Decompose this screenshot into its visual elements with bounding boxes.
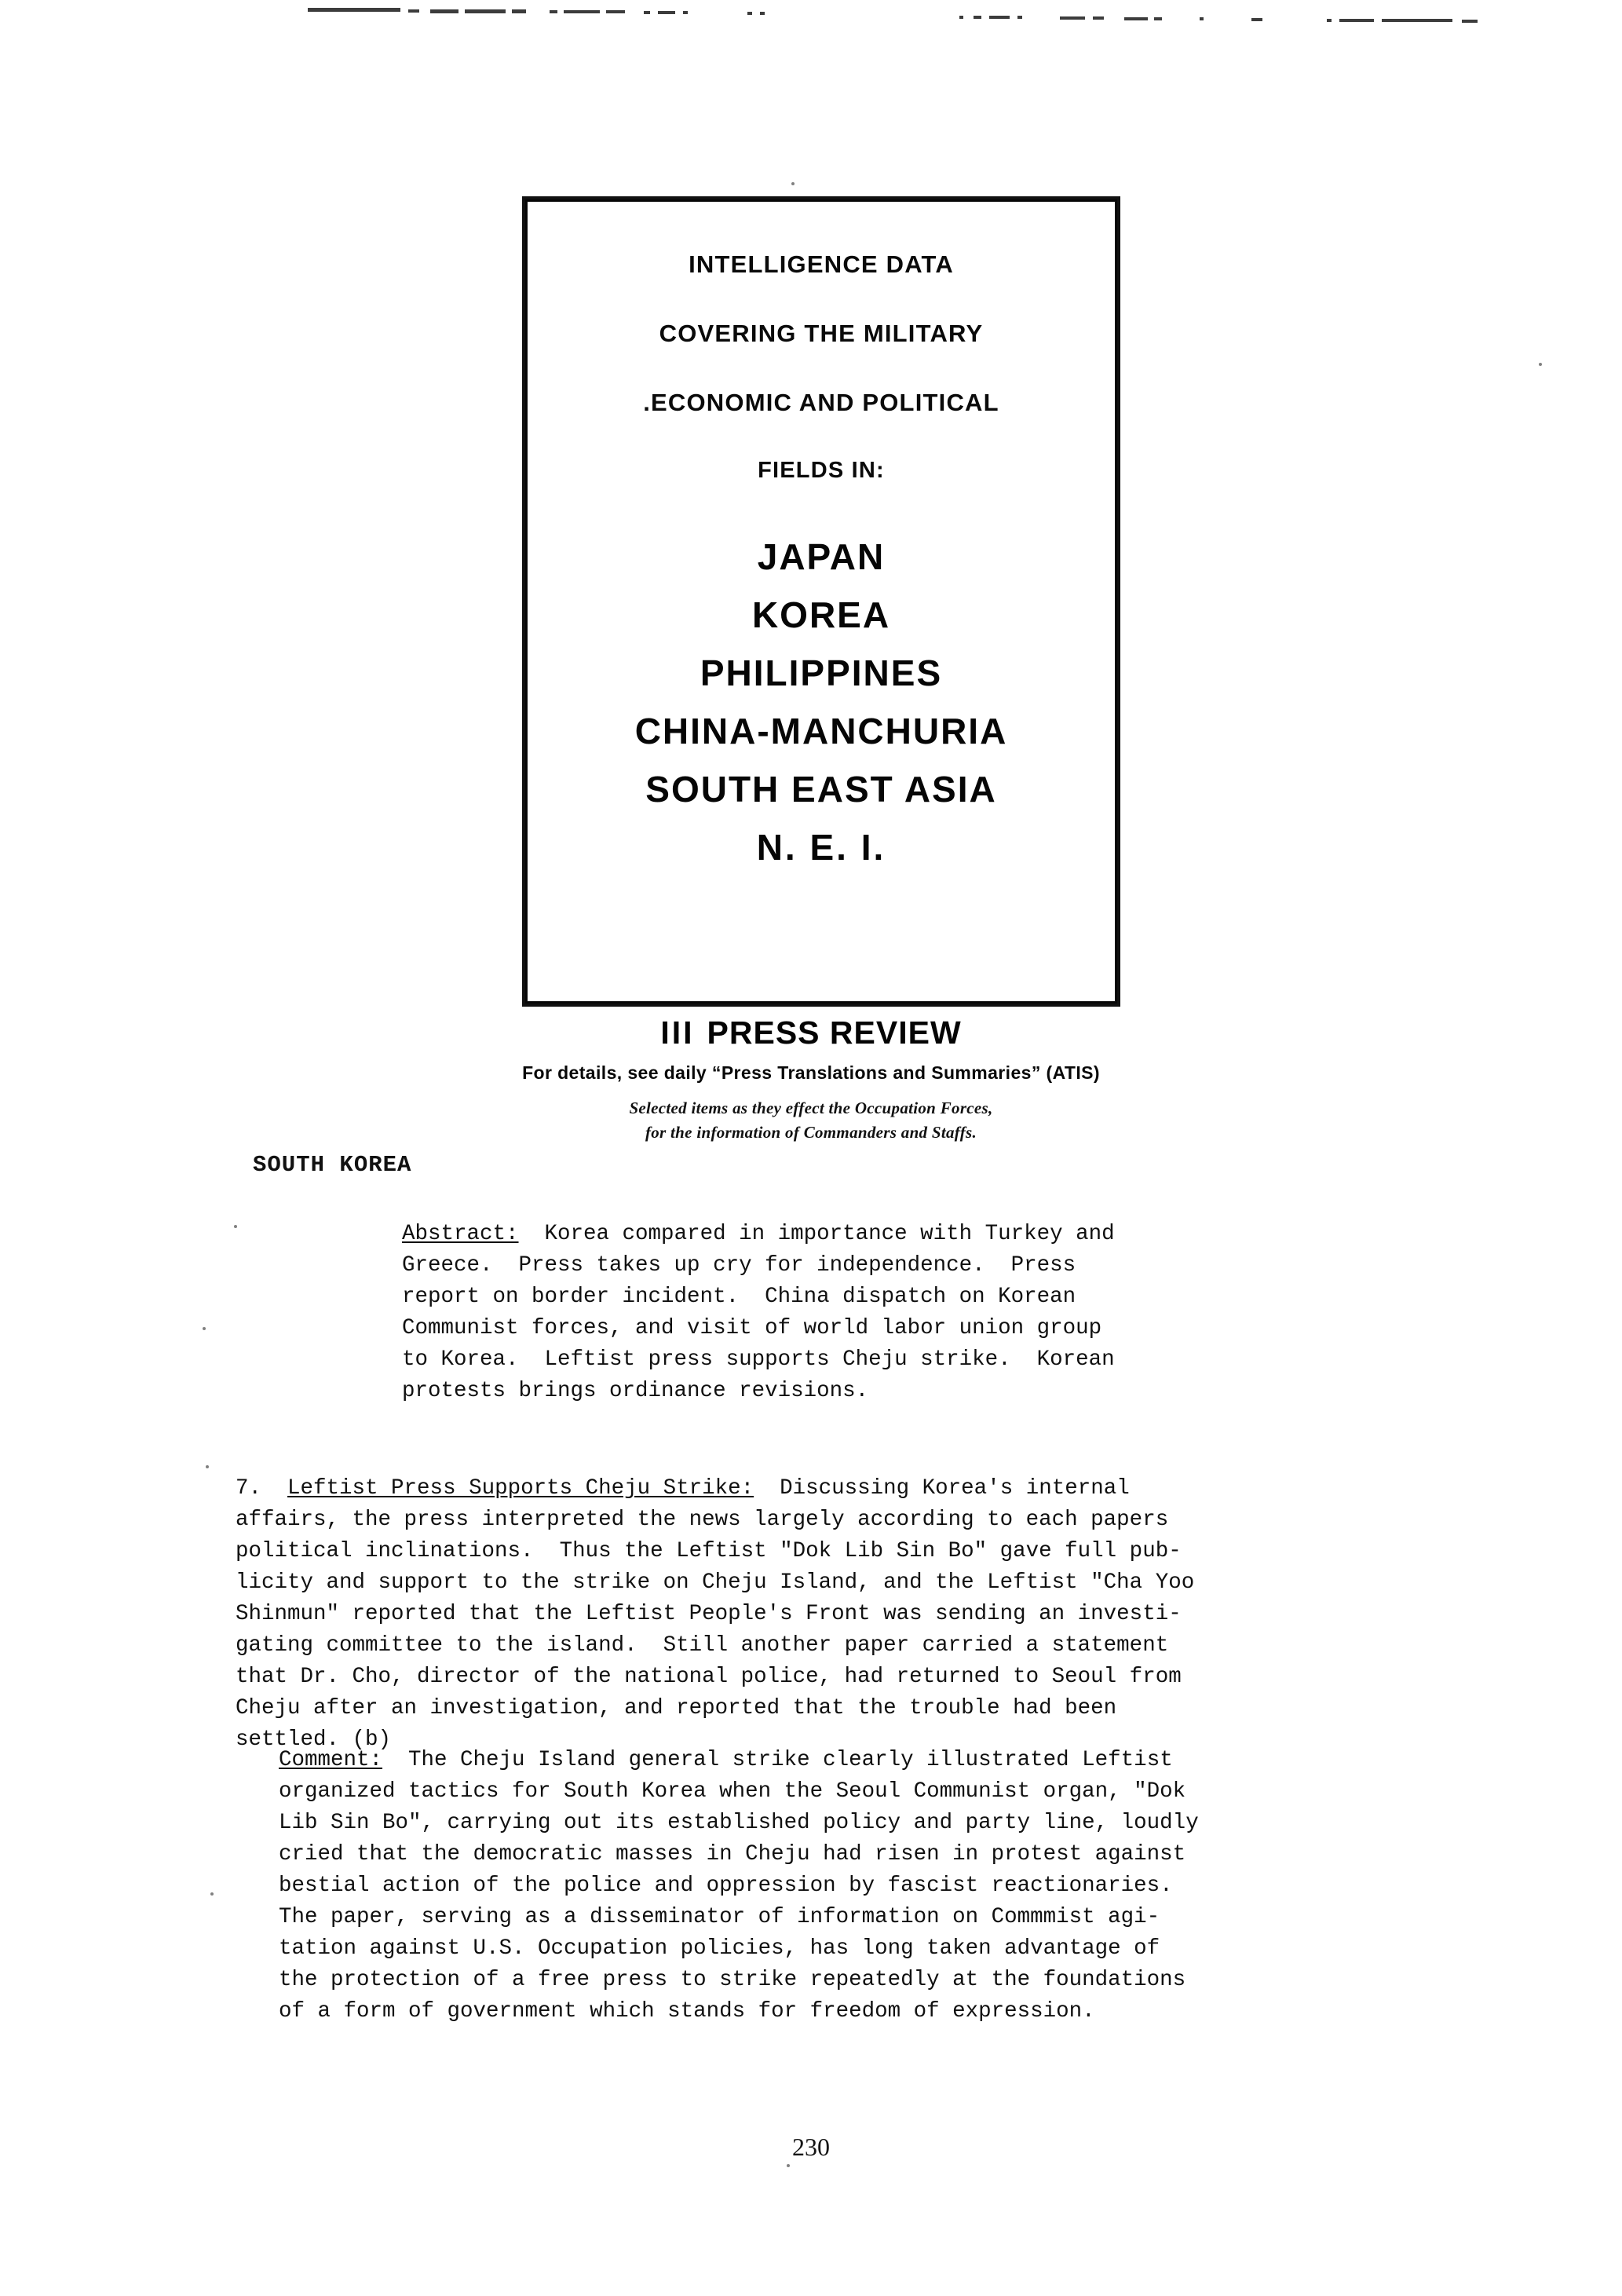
- cover-country-japan: JAPAN: [757, 536, 886, 577]
- item-7-line-1-rest: Discussing Korea's internal: [754, 1476, 1130, 1501]
- comment-line-1-rest: The Cheju Island general strike clearly illustrated Leftist: [382, 1748, 1173, 1772]
- item-7-heading: Leftist Press Supports Cheju Strike:: [287, 1476, 754, 1501]
- press-review-details-note: For details, see daily “Press Translations and Summaries” (ATIS): [522, 1062, 1100, 1083]
- item-7-line: licity and support to the strike on Cheju Island, and the Leftist "Cha Yoo: [236, 1570, 1195, 1595]
- abstract-line: protests brings ordinance revisions.: [402, 1379, 869, 1403]
- item-7-number-gap: [261, 1476, 287, 1501]
- cover-country-nei: N. E. I.: [756, 827, 886, 868]
- cover-lead-line-4: FIELDS IN:: [758, 458, 885, 483]
- item-7-line: that Dr. Cho, director of the national police, had returned to Seoul from: [236, 1665, 1182, 1689]
- comment-line: cried that the democratic masses in Cheju had risen in protest against: [279, 1842, 1186, 1866]
- abstract-line: report on border incident. China dispatch on Korean: [402, 1285, 1076, 1309]
- cover-title-box: [522, 196, 1120, 1007]
- comment-label: Comment:: [279, 1748, 383, 1772]
- cover-country-philippines: PHILIPPINES: [700, 653, 943, 693]
- page-title: PRESS REVIEW: [707, 1015, 962, 1051]
- comment-line: the protection of a free press to strike repeatedly at the foundations: [279, 1968, 1186, 1992]
- abstract-block: [402, 1219, 1115, 1407]
- item-7-line: Shinmun" reported that the Leftist People's Front was sending an investi-: [236, 1602, 1182, 1626]
- cover-country-korea: KOREA: [751, 594, 891, 635]
- scan-speck: [203, 1327, 206, 1330]
- cover-title-box-content: [528, 250, 1115, 887]
- scan-speck: [234, 1225, 237, 1228]
- item-7-line: gating committee to the island. Still another paper carried a statement: [236, 1633, 1169, 1658]
- cover-lead-line-2: COVERING THE MILITARY: [659, 320, 984, 347]
- press-review-scope-note-line-2: for the information of Commanders and Staffs.: [645, 1123, 977, 1142]
- comment-line: [279, 1745, 1199, 1776]
- abstract-label: Abstract:: [402, 1222, 519, 1246]
- comment-line: Lib Sin Bo", carrying out its established policy and party line, loudly: [279, 1811, 1199, 1835]
- item-7-number: 7.: [236, 1476, 262, 1501]
- abstract-line: Communist forces, and visit of world labor union group: [402, 1316, 1102, 1340]
- scan-artifact-band: [0, 0, 1622, 55]
- press-review-title-line: [0, 1015, 1622, 1051]
- scan-speck: [210, 1892, 214, 1896]
- comment-line: The paper, serving as a disseminator of information on Commmist agi-: [279, 1905, 1160, 1929]
- press-review-header: [0, 1015, 1622, 1143]
- item-7-block: [236, 1473, 1194, 1756]
- cover-lead-line-1: INTELLIGENCE DATA: [689, 250, 954, 278]
- press-review-scope-note-line-1: Selected items as they effect the Occupation Forces,: [629, 1099, 993, 1117]
- item-7-line: affairs, the press interpreted the news largely according to each papers: [236, 1508, 1169, 1532]
- section-numeral: III: [660, 1015, 695, 1051]
- item-7-line: settled. (b): [236, 1727, 392, 1752]
- cover-country-south-east-asia: SOUTH EAST ASIA: [645, 769, 997, 810]
- scan-speck: [1539, 363, 1542, 366]
- abstract-line: [402, 1219, 1115, 1250]
- abstract-line: to Korea. Leftist press supports Cheju strike. Korean: [402, 1347, 1115, 1372]
- scan-speck: [787, 2164, 790, 2167]
- scan-speck: [206, 1465, 209, 1468]
- abstract-line-1-rest: Korea compared in importance with Turkey and: [518, 1222, 1115, 1246]
- item-7-line: Cheju after an investigation, and reported that the trouble had been: [236, 1696, 1117, 1720]
- abstract-line: Greece. Press takes up cry for independence. Press: [402, 1253, 1076, 1278]
- comment-line: tation against U.S. Occupation policies, has long taken advantage of: [279, 1936, 1160, 1961]
- item-7-line: political inclinations. Thus the Leftist "Dok Lib Sin Bo" gave full pub-: [236, 1539, 1182, 1563]
- region-label-south-korea: SOUTH KOREA: [253, 1152, 412, 1178]
- comment-line: bestial action of the police and oppression by fascist reactionaries.: [279, 1874, 1173, 1898]
- comment-block: [279, 1745, 1199, 2027]
- scan-speck: [791, 182, 795, 185]
- cover-lead-line-3: .ECONOMIC AND POLITICAL: [643, 389, 999, 416]
- comment-line: organized tactics for South Korea when the Seoul Communist organ, "Dok: [279, 1779, 1186, 1804]
- page-number: 230: [792, 2133, 830, 2161]
- item-7-line: [236, 1473, 1194, 1504]
- cover-country-china-manchuria: CHINA-MANCHURIA: [634, 711, 1008, 751]
- comment-line: of a form of government which stands for freedom of expression.: [279, 1999, 1095, 2024]
